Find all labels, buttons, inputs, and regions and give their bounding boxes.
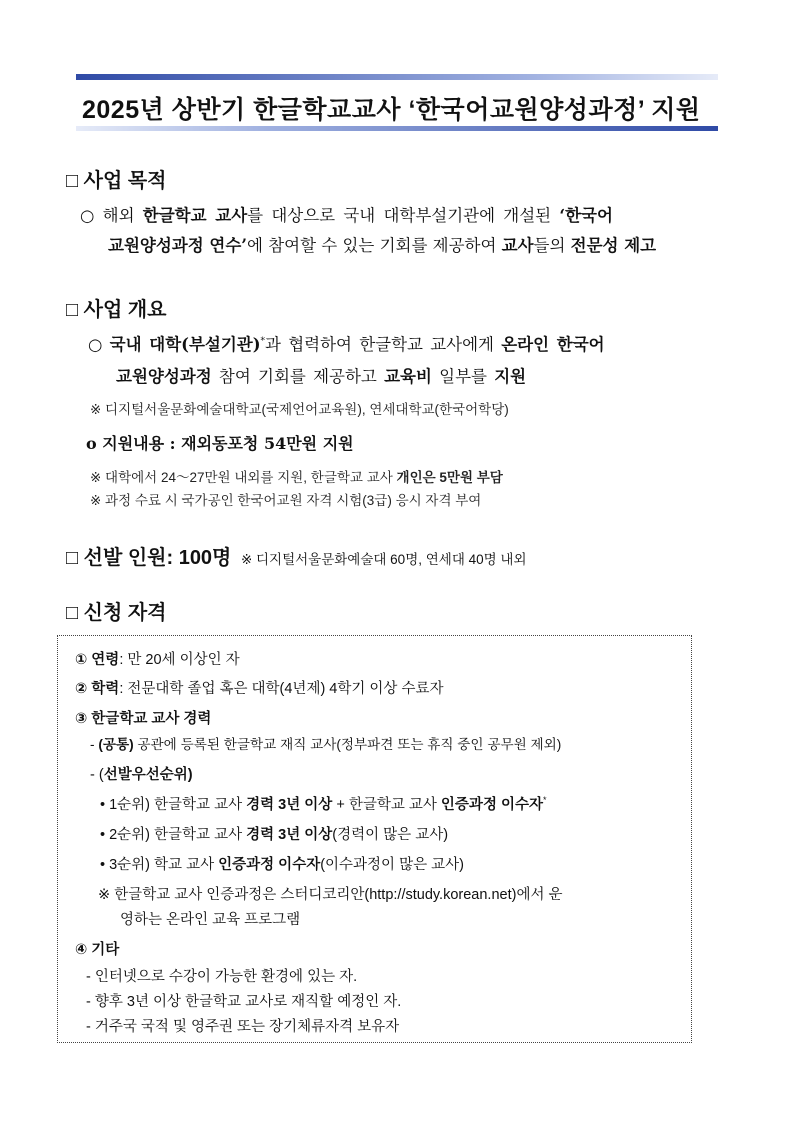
overview-text: 참여 기회를 제공하고: [211, 367, 385, 386]
other-employment: - 향후 3년 이상 한글학교 교사로 재직할 예정인 자.: [86, 994, 402, 1010]
recruit-heading-text: □ 선발 인원: 100명: [66, 547, 232, 569]
priority-label: 선발우선순위): [103, 767, 193, 783]
item-label: ④ 기타: [75, 942, 120, 958]
rank-bold: 인증과정 이수자: [218, 857, 321, 873]
dash: -: [90, 737, 99, 752]
overview-text: 과 협력하여 한글학교 교사에게: [265, 335, 502, 354]
cost-note-bold: 개인은 5만원 부담: [396, 470, 503, 485]
purpose-bold: ‘한국어: [559, 206, 613, 225]
eligibility-box: [57, 635, 692, 1043]
purpose-bold: 전문성 제고: [570, 236, 657, 255]
career-common: [90, 733, 561, 753]
career-priority: [90, 763, 193, 784]
title-bottom-rule: [76, 126, 718, 131]
footnote-mark: *: [543, 795, 547, 806]
section-overview-heading: □ 사업 개요: [66, 299, 167, 321]
section-eligibility-heading: □ 신청 자격: [66, 602, 167, 624]
certification-note-line-1: ※ 한글학교 교사 인증과정은 스터디코리안(http://study.korean.net)에서 운: [98, 887, 563, 903]
purpose-bold: 한글학교 교사: [142, 206, 248, 225]
common-text: 공관에 등록된 한글학교 재직 교사(정부파견 또는 휴직 중인 공무원 제외): [133, 737, 562, 752]
overview-bold: 교원양성과정: [116, 367, 212, 386]
item-education: [75, 677, 443, 698]
footnote-mark: *: [260, 336, 266, 347]
overview-text: ○: [88, 335, 110, 354]
purpose-text: 들의: [533, 236, 571, 255]
page-title: 2025년 상반기 한글학교교사 ‘한국어교원양성과정’ 지원: [82, 96, 701, 124]
item-label: ③ 한글학교 교사 경력: [75, 711, 212, 727]
item-label: ① 연령: [75, 652, 120, 668]
cost-note-text: ※ 대학에서 24～27만원 내외를 지원, 한글학교 교사: [90, 470, 397, 485]
purpose-text: 를 대상으로 국내 대학부설기관에 개설된: [247, 206, 560, 225]
rank-text: • 1순위) 한글학교 교사: [100, 797, 247, 813]
rank-text: • 2순위) 한글학교 교사: [100, 827, 247, 843]
item-other: [75, 938, 119, 959]
overview-bold: 국내 대학(부설기관): [109, 335, 261, 354]
item-label: ② 학력: [75, 681, 120, 697]
overview-bold: 지원: [494, 367, 527, 386]
recruit-note: ※ 디지털서울문화예술대 60명, 연세대 40명 내외: [240, 552, 527, 567]
other-residency: - 거주국 국적 및 영주권 또는 장기체류자격 보유자: [86, 1019, 400, 1035]
item-career: [75, 707, 211, 728]
cost-note: [90, 466, 503, 486]
priority-rank-3: [100, 853, 464, 874]
certificate-note: ※ 과정 수료 시 국가공인 한국어교원 자격 시험(3급) 응시 자격 부여: [90, 493, 482, 508]
section-recruit-heading: [66, 541, 527, 570]
university-note: ※ 디지털서울문화예술대학교(국제언어교육원), 연세대학교(한국어학당): [90, 402, 509, 417]
overview-bold: 교육비: [384, 367, 432, 386]
purpose-text: ○ 해외: [80, 206, 143, 225]
rank-bold: 경력 3년 이상: [246, 797, 333, 813]
purpose-line-1: [80, 202, 613, 226]
certification-note-line-2: 영하는 온라인 교육 프로그램: [120, 912, 301, 928]
common-label: (공통): [98, 737, 134, 752]
item-age: [75, 648, 240, 669]
rank-text: + 한글학교 교사: [332, 797, 441, 813]
dash: - (: [90, 767, 104, 783]
other-internet: - 인터넷으로 수강이 가능한 환경에 있는 자.: [86, 969, 358, 985]
rank-text: • 3순위) 학교 교사: [100, 857, 219, 873]
item-text: : 전문대학 졸업 혹은 대학(4년제) 4학기 이상 수료자: [119, 681, 444, 697]
overview-line-2: [116, 363, 526, 387]
overview-bold: 온라인 한국어: [501, 335, 605, 354]
rank-text: (이수과정이 많은 교사): [320, 857, 464, 873]
purpose-bold: 교사: [501, 236, 534, 255]
rank-bold: 경력 3년 이상: [246, 827, 333, 843]
priority-rank-1: [100, 793, 547, 814]
support-content: o 지원내용 : 재외동포청 54만원 지원: [86, 434, 354, 453]
priority-rank-2: [100, 823, 448, 844]
purpose-text: 에 참여할 수 있는 기회를 제공하여: [247, 236, 502, 255]
overview-line-1: [88, 331, 605, 355]
overview-text: 일부를: [431, 367, 495, 386]
section-purpose-heading: □ 사업 목적: [66, 170, 167, 192]
title-block: [76, 74, 718, 131]
item-text: : 만 20세 이상인 자: [119, 652, 240, 668]
purpose-bold: 교원양성과정 연수’: [108, 236, 248, 255]
rank-bold: 인증과정 이수자: [440, 797, 543, 813]
rank-text: (경력이 많은 교사): [332, 827, 449, 843]
purpose-line-2: [108, 232, 656, 256]
